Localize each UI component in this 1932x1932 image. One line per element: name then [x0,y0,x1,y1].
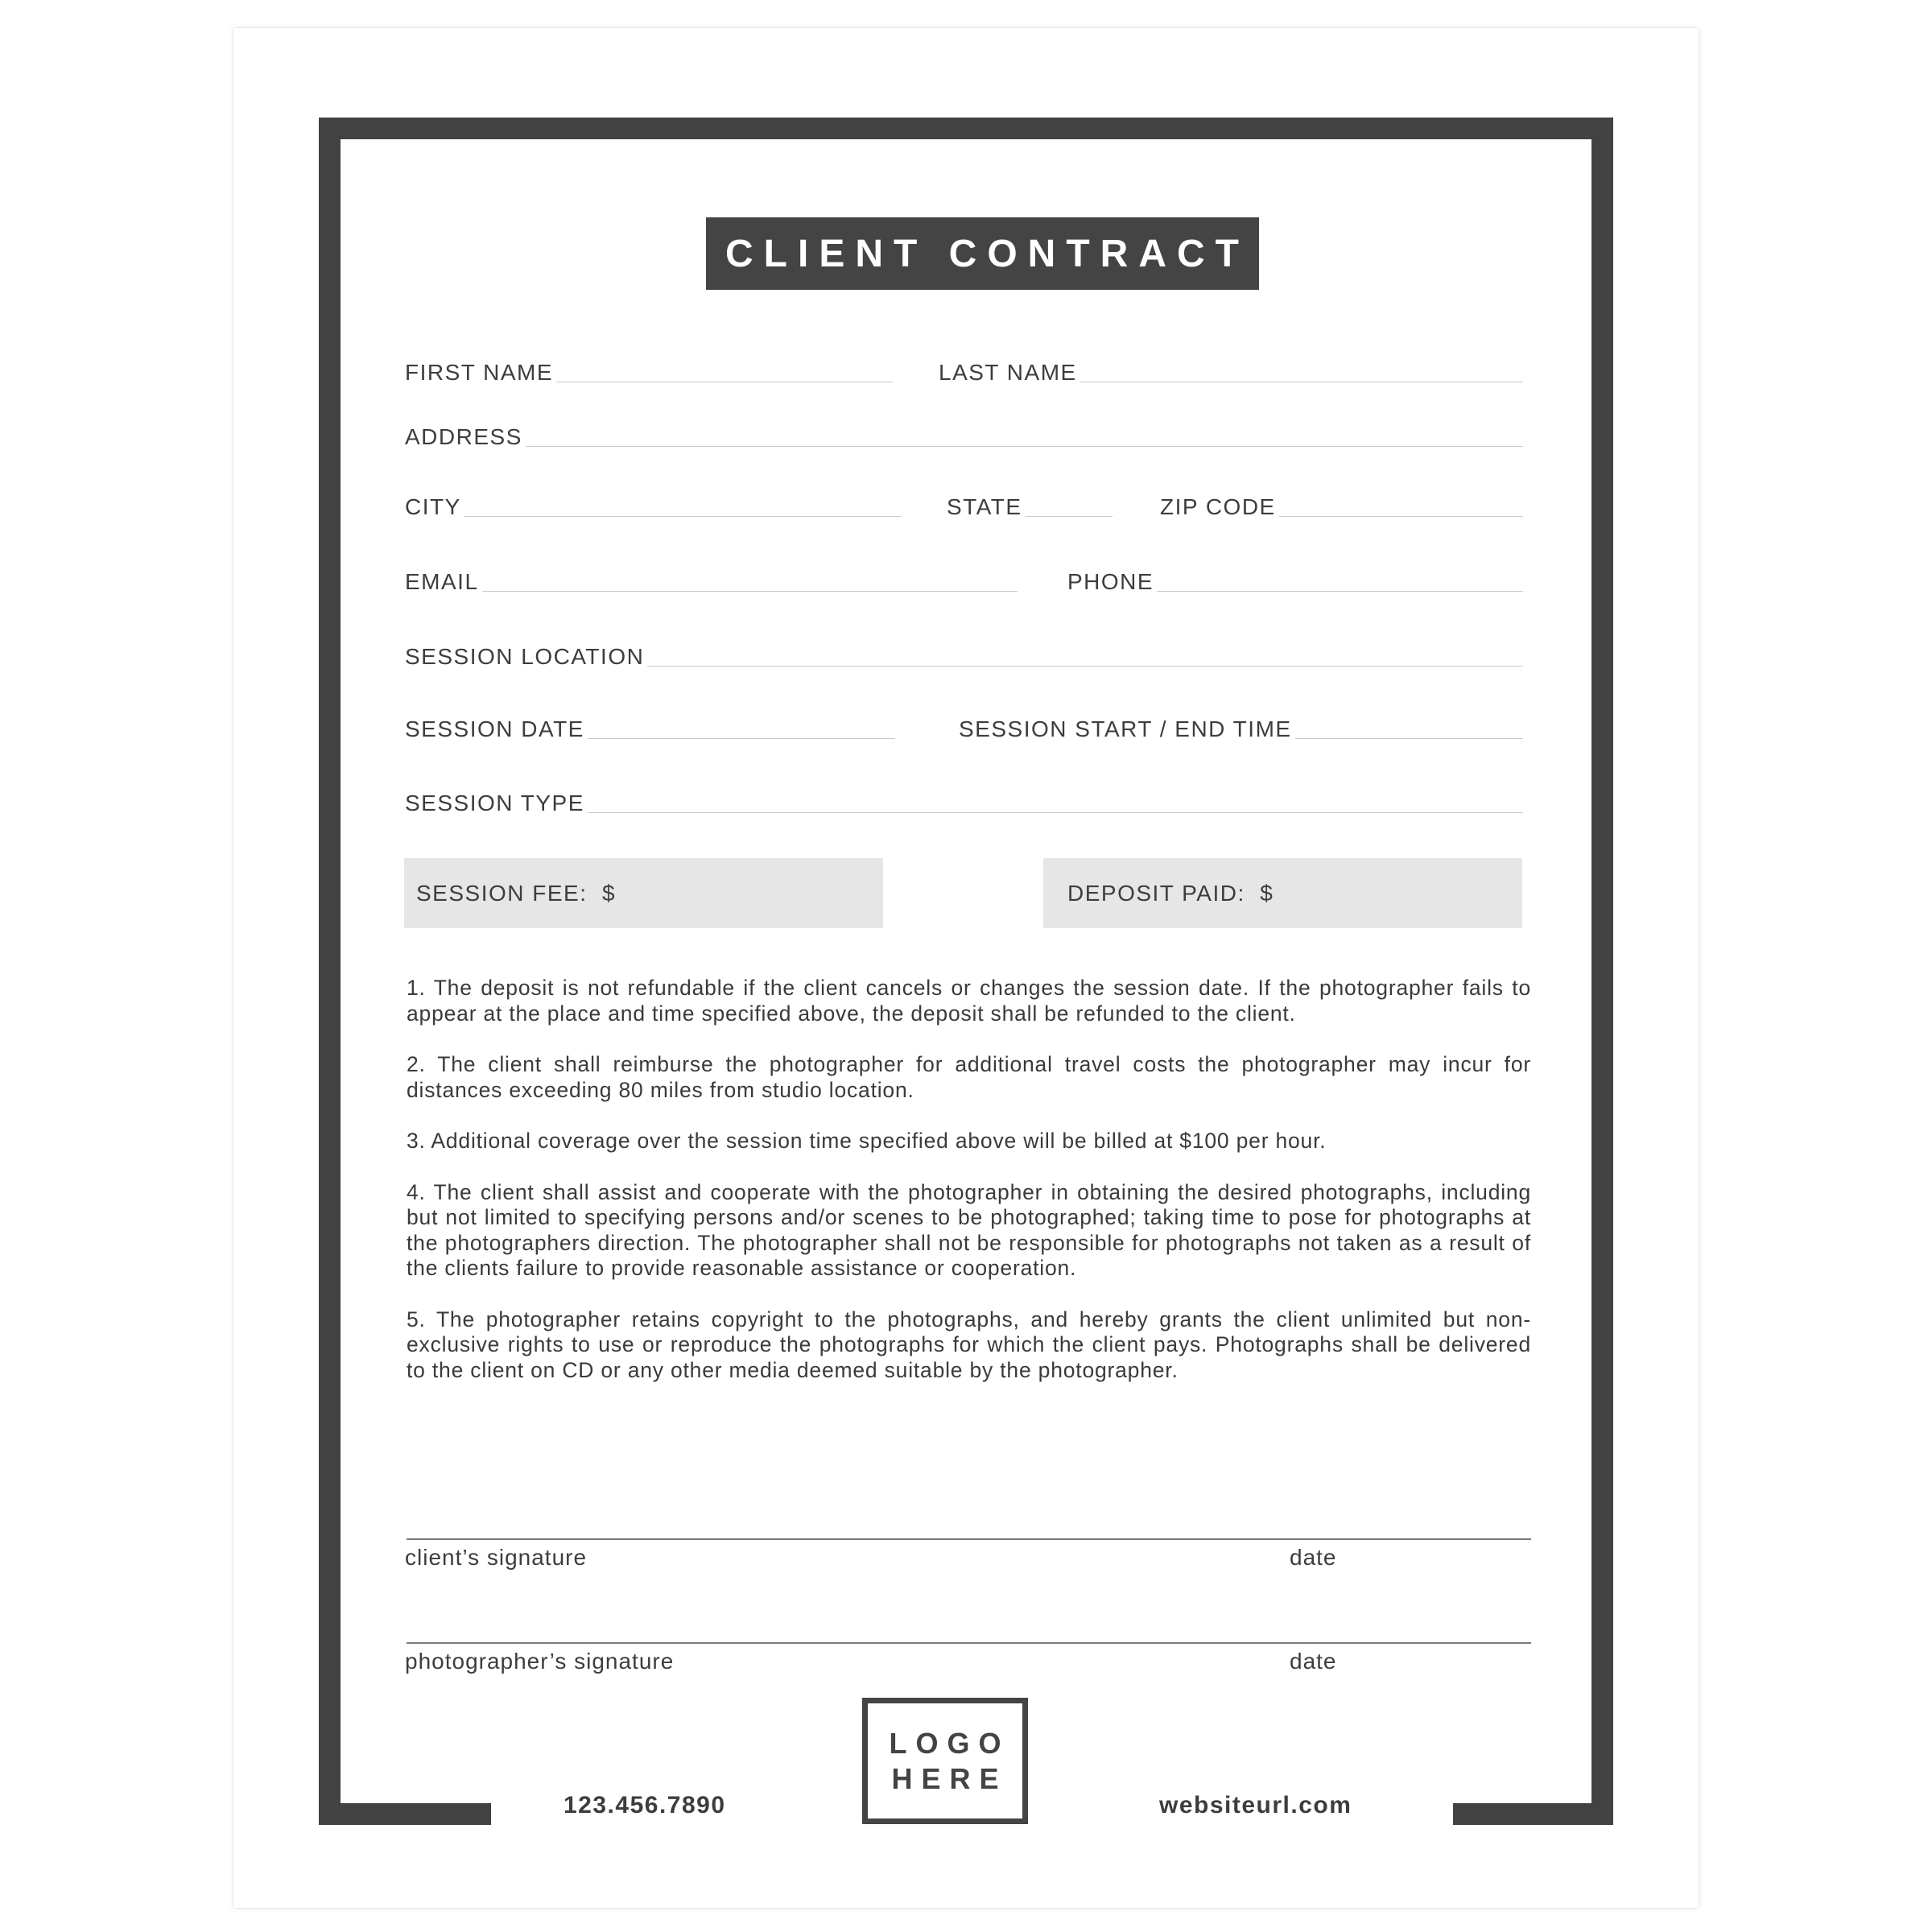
session-type-label: SESSION TYPE [405,791,584,815]
session-type-field[interactable] [405,782,1523,815]
address-line [526,446,1523,447]
session-date-field[interactable] [405,708,895,741]
zip-code-label: ZIP CODE [1160,494,1276,519]
term-2: 2. The client shall reimburse the photographer for additional travel costs the photographer may incur for distances exceeding 80 miles from studio location. [407,1052,1531,1102]
session-date-line [588,738,895,739]
session-location-line [647,666,1523,667]
term-1: 1. The deposit is not refundable if the client cancels or changes the session date. If the photographer fails to appear at the place and time specified above, the deposit shall be refunded to the client. [407,976,1531,1026]
footer-phone: 123.456.7890 [564,1792,726,1818]
logo-placeholder [862,1698,1028,1824]
footer-website[interactable]: websiteurl.com [1159,1792,1352,1818]
email-field[interactable] [405,561,1018,593]
phone-field[interactable] [1067,561,1523,593]
logo-line-1: LOGO [889,1726,1010,1760]
email-label: EMAIL [405,569,479,594]
session-type-line [588,812,1523,813]
state-label: STATE [947,494,1022,519]
client-signature-label: client’s signature [405,1545,588,1570]
session-location-label: SESSION LOCATION [405,644,645,669]
client-signature-line[interactable] [407,1538,1531,1540]
last-name-label: LAST NAME [939,360,1077,385]
contract-title: CLIENT CONTRACT [706,217,1259,290]
address-label: ADDRESS [405,424,522,449]
session-time-line [1295,738,1523,739]
logo-line-2: HERE [891,1761,1008,1795]
session-time-field[interactable] [959,708,1523,741]
photographer-date-label: date [1290,1649,1337,1674]
session-fee-box[interactable] [404,858,883,928]
session-date-label: SESSION DATE [405,716,584,741]
city-field[interactable] [405,486,901,518]
zip-code-field[interactable] [1160,486,1523,518]
email-line [482,591,1018,592]
client-date-label: date [1290,1545,1337,1570]
state-field[interactable] [947,486,1113,518]
contract-terms [407,976,1531,1409]
photographer-signature-line[interactable] [407,1642,1531,1644]
zip-code-line [1279,516,1523,517]
first-name-field[interactable] [405,352,893,384]
city-label: CITY [405,494,461,519]
first-name-label: FIRST NAME [405,360,554,385]
deposit-paid-box[interactable] [1043,858,1522,928]
phone-label: PHONE [1067,569,1154,594]
deposit-paid-label: DEPOSIT PAID: $ [1067,880,1274,906]
frame-bottom-right [1453,1803,1613,1825]
state-line [1026,516,1113,517]
address-field[interactable] [405,416,1523,448]
session-location-field[interactable] [405,636,1523,668]
term-3: 3. Additional coverage over the session time specified above will be billed at $100 per hour. [407,1129,1327,1153]
frame-bottom-left [319,1803,491,1825]
phone-line [1157,591,1523,592]
session-time-label: SESSION START / END TIME [959,716,1292,741]
last-name-field[interactable] [939,352,1523,384]
photographer-signature-label: photographer’s signature [405,1649,675,1674]
term-5: 5. The photographer retains copyright to the photographs, and hereby grants the client unlimited but non-exclusive rights to use or reproduce the photographs for which the client pays. Photographs shall be delivered to the client on CD or any other media deemed suitable by the photographer. [407,1307,1531,1382]
session-fee-label: SESSION FEE: $ [416,880,617,906]
term-4: 4. The client shall assist and cooperate with the photographer in obtaining the desired photographs, including but not limited to specifying persons and/or scenes to be photographed; taking time to pose for photographs at the photographers direction. The photographer shall not be responsible for photographs not taken as a result of the clients failure to provide reasonable assistance or cooperation. [407,1179,1531,1280]
city-line [464,516,901,517]
